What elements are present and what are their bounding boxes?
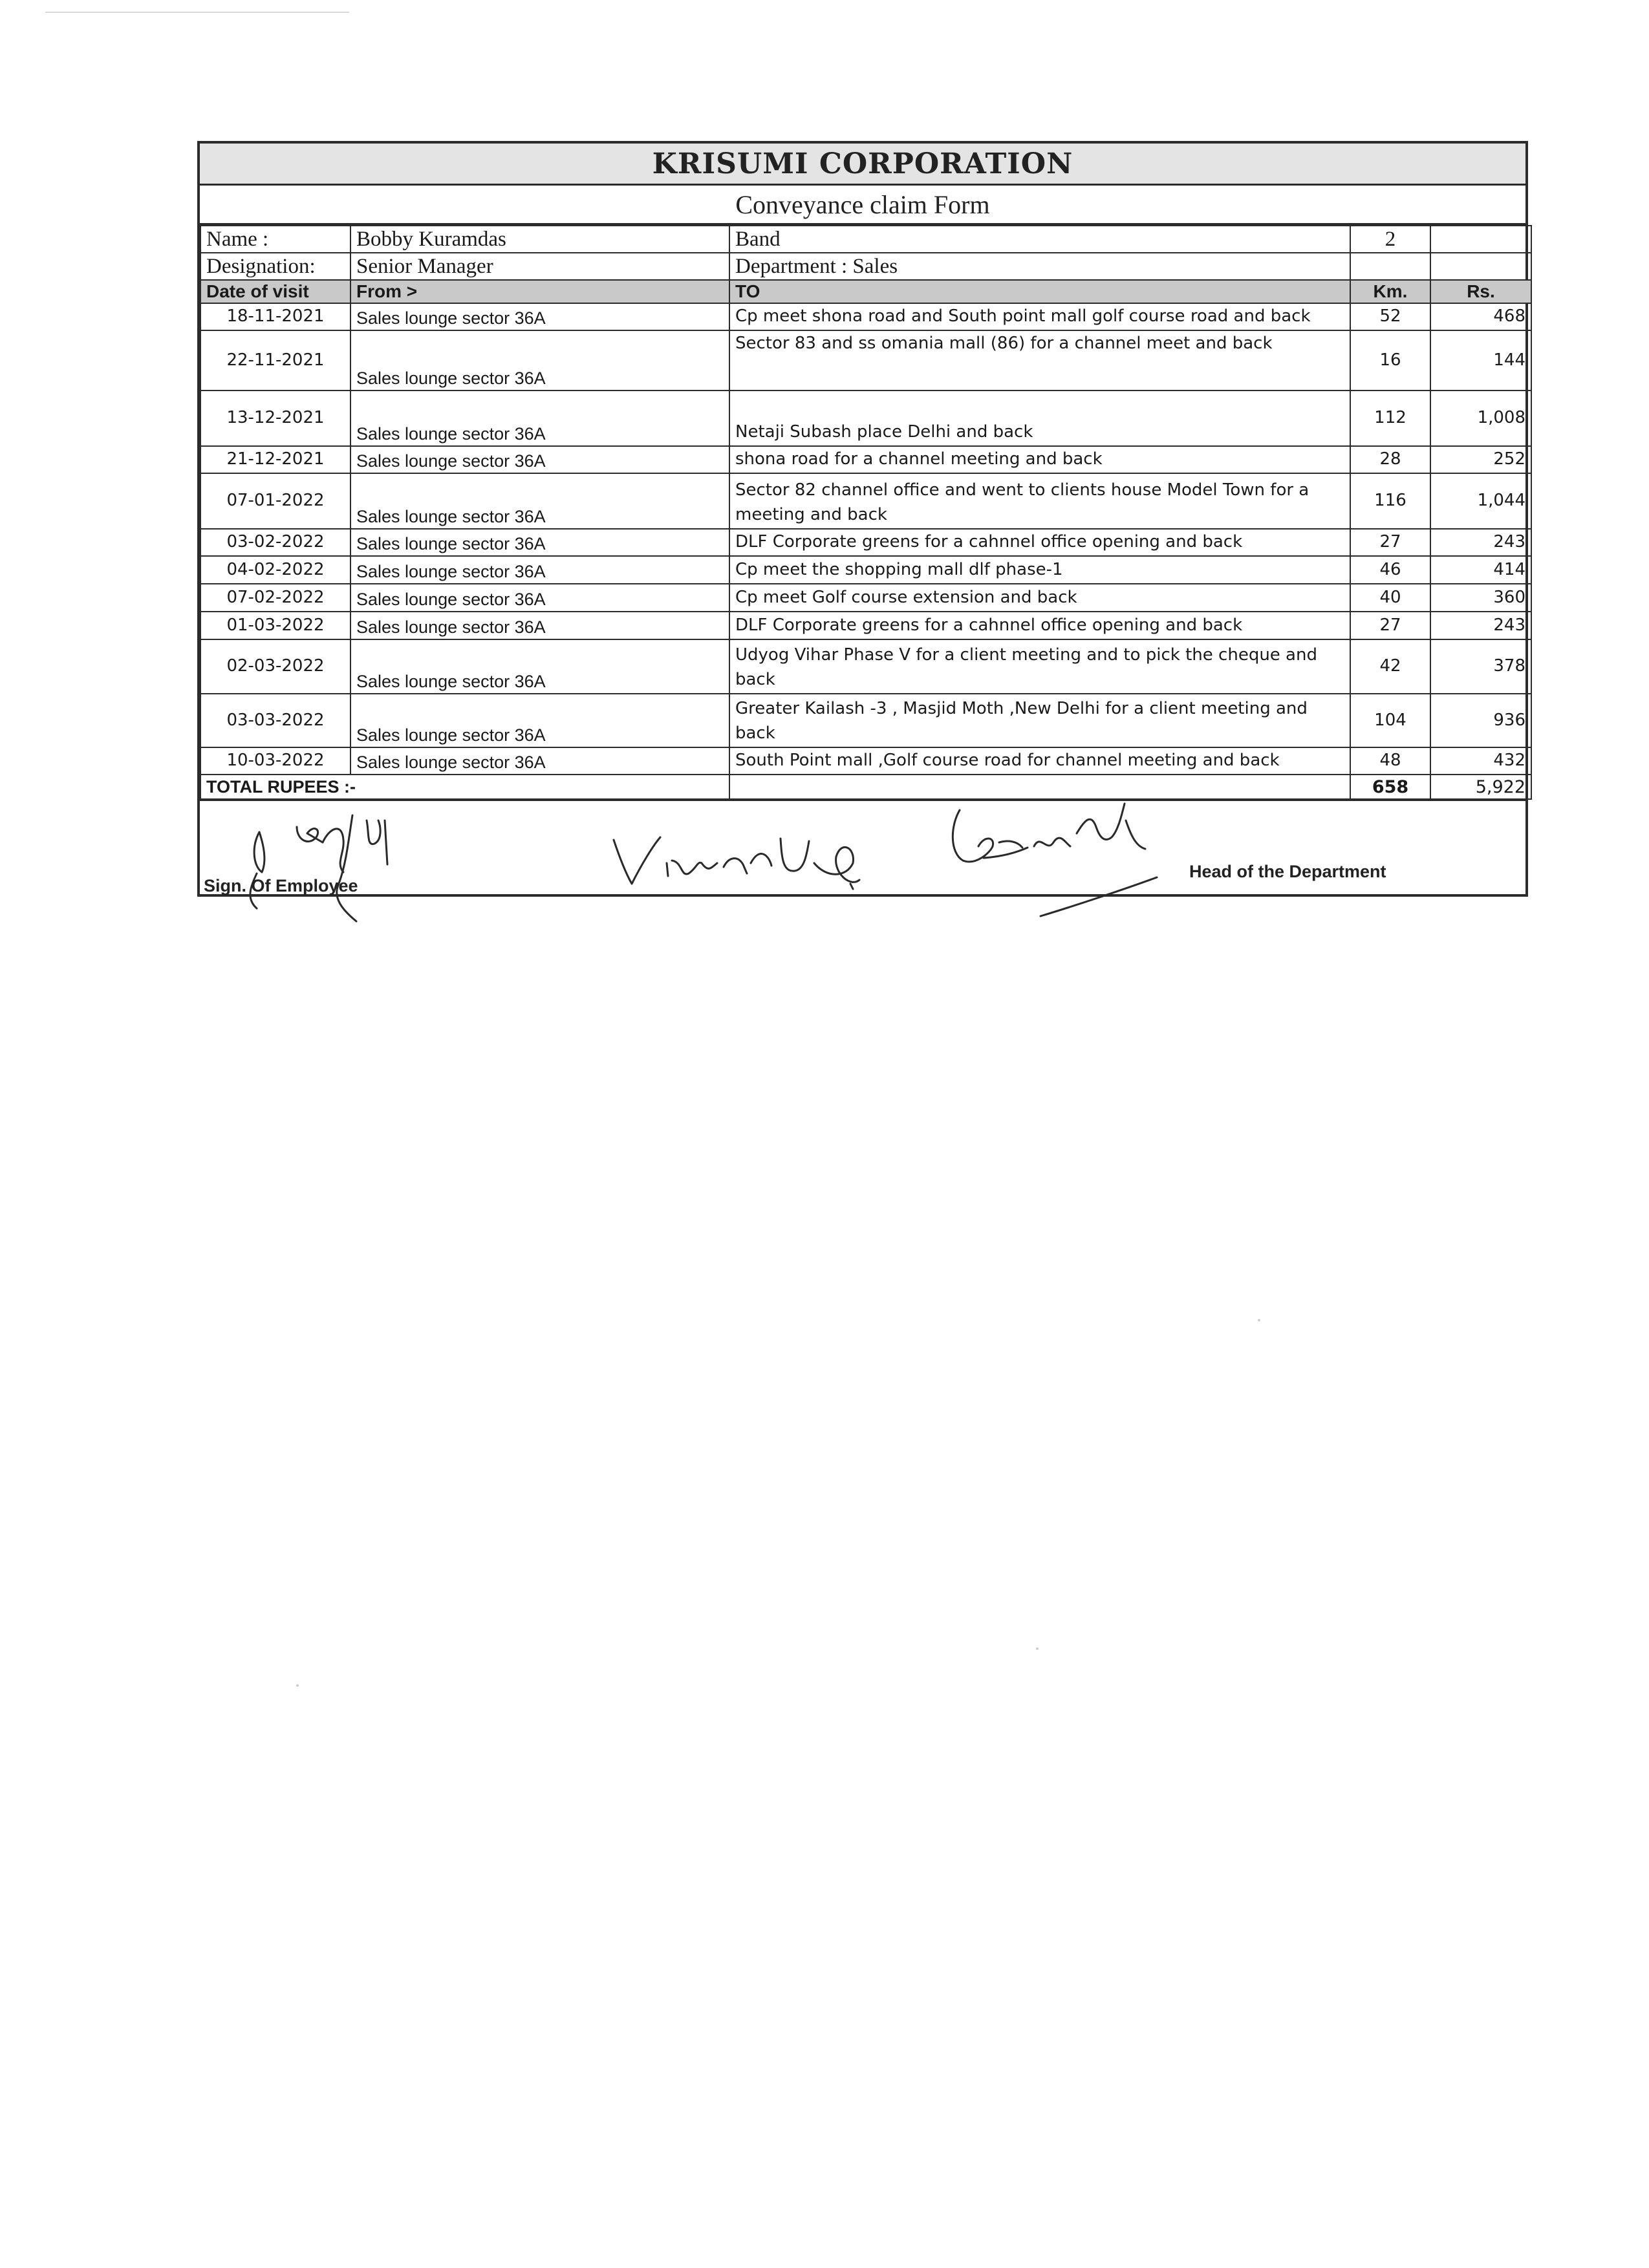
rs-cell: 252	[1430, 446, 1531, 473]
date-cell: 01-03-2022	[200, 612, 350, 639]
scan-speck	[296, 1684, 299, 1687]
date-cell: 02-03-2022	[200, 639, 350, 694]
to-cell: DLF Corporate greens for a cahnnel office opening and back	[729, 529, 1350, 556]
date-cell: 10-03-2022	[200, 747, 350, 775]
km-cell: 28	[1350, 446, 1430, 473]
from-cell: Sales lounge sector 36A	[350, 612, 729, 639]
designation-row	[200, 253, 1531, 280]
to-cell: Cp meet the shopping mall dlf phase-1	[729, 556, 1350, 584]
from-cell: Sales lounge sector 36A	[350, 390, 729, 446]
department-label: Department : Sales	[729, 253, 1350, 280]
km-cell: 42	[1350, 639, 1430, 694]
table-row	[200, 556, 1531, 584]
rs-cell: 144	[1430, 330, 1531, 390]
date-cell: 18-11-2021	[200, 303, 350, 330]
date-cell: 07-02-2022	[200, 584, 350, 612]
form-title: Conveyance claim Form	[200, 186, 1525, 225]
km-cell: 40	[1350, 584, 1430, 612]
table-row	[200, 303, 1531, 330]
km-cell: 27	[1350, 529, 1430, 556]
scan-speck	[1258, 1319, 1260, 1321]
total-km: 658	[1350, 775, 1430, 799]
date-cell: 22-11-2021	[200, 330, 350, 390]
rs-cell: 414	[1430, 556, 1531, 584]
rs-cell: 1,044	[1430, 473, 1531, 529]
rs-cell: 243	[1430, 529, 1531, 556]
km-cell: 46	[1350, 556, 1430, 584]
scan-artifact-line	[45, 12, 349, 13]
from-cell: Sales lounge sector 36A	[350, 446, 729, 473]
company-name: KRISUMI CORPORATION	[200, 144, 1525, 186]
from-cell: Sales lounge sector 36A	[350, 747, 729, 775]
from-cell: Sales lounge sector 36A	[350, 330, 729, 390]
rs-cell: 360	[1430, 584, 1531, 612]
column-header-rs: Rs.	[1430, 280, 1531, 303]
total-label: TOTAL RUPEES :-	[200, 775, 729, 799]
date-cell: 21-12-2021	[200, 446, 350, 473]
km-cell: 52	[1350, 303, 1430, 330]
scan-speck	[1036, 1647, 1039, 1650]
rs-cell: 432	[1430, 747, 1531, 775]
to-cell: shona road for a channel meeting and back	[729, 446, 1350, 473]
km-cell: 112	[1350, 390, 1430, 446]
to-cell: Netaji Subash place Delhi and back	[729, 390, 1350, 446]
claim-table	[200, 225, 1532, 800]
empty-cell	[1430, 253, 1531, 280]
table-row	[200, 639, 1531, 694]
rs-cell: 1,008	[1430, 390, 1531, 446]
to-cell: Udyog Vihar Phase V for a client meeting and to pick the cheque and back	[729, 639, 1350, 694]
table-row	[200, 747, 1531, 775]
table-row	[200, 330, 1531, 390]
table-row	[200, 390, 1531, 446]
column-header-km: Km.	[1350, 280, 1430, 303]
table-row	[200, 473, 1531, 529]
name-value: Bobby Kuramdas	[350, 226, 729, 253]
to-cell: Cp meet Golf course extension and back	[729, 584, 1350, 612]
table-row	[200, 612, 1531, 639]
column-header-date: Date of visit	[200, 280, 350, 303]
empty-cell	[729, 775, 1350, 799]
date-cell: 07-01-2022	[200, 473, 350, 529]
from-cell: Sales lounge sector 36A	[350, 303, 729, 330]
empty-cell	[1430, 226, 1531, 253]
from-cell: Sales lounge sector 36A	[350, 639, 729, 694]
total-row	[200, 775, 1531, 799]
band-value: 2	[1350, 226, 1430, 253]
signature-area	[200, 800, 1525, 894]
from-cell: Sales lounge sector 36A	[350, 584, 729, 612]
name-label: Name :	[200, 226, 350, 253]
from-cell: Sales lounge sector 36A	[350, 694, 729, 747]
hod-signature-label: Head of the Department	[1189, 862, 1386, 881]
date-cell: 03-02-2022	[200, 529, 350, 556]
column-header-to: TO	[729, 280, 1350, 303]
date-cell: 13-12-2021	[200, 390, 350, 446]
table-row	[200, 694, 1531, 747]
name-row	[200, 226, 1531, 253]
band-label: Band	[729, 226, 1350, 253]
km-cell: 27	[1350, 612, 1430, 639]
date-cell: 04-02-2022	[200, 556, 350, 584]
km-cell: 116	[1350, 473, 1430, 529]
to-cell: Cp meet shona road and South point mall golf course road and back	[729, 303, 1350, 330]
rs-cell: 243	[1430, 612, 1531, 639]
conveyance-claim-form	[197, 141, 1528, 897]
km-cell: 48	[1350, 747, 1430, 775]
total-rs: 5,922	[1430, 775, 1531, 799]
to-cell: Sector 83 and ss omania mall (86) for a channel meet and back	[729, 330, 1350, 390]
table-row	[200, 584, 1531, 612]
rs-cell: 468	[1430, 303, 1531, 330]
rs-cell: 936	[1430, 694, 1531, 747]
empty-cell	[1350, 253, 1430, 280]
from-cell: Sales lounge sector 36A	[350, 556, 729, 584]
table-row	[200, 446, 1531, 473]
to-cell: Greater Kailash -3 , Masjid Moth ,New Delhi for a client meeting and back	[729, 694, 1350, 747]
employee-signature-label: Sign. Of Employee	[204, 876, 358, 895]
table-row	[200, 529, 1531, 556]
column-header-from: From >	[350, 280, 729, 303]
from-cell: Sales lounge sector 36A	[350, 473, 729, 529]
designation-label: Designation:	[200, 253, 350, 280]
rs-cell: 378	[1430, 639, 1531, 694]
designation-value: Senior Manager	[350, 253, 729, 280]
to-cell: Sector 82 channel office and went to clients house Model Town for a meeting and back	[729, 473, 1350, 529]
km-cell: 104	[1350, 694, 1430, 747]
date-cell: 03-03-2022	[200, 694, 350, 747]
to-cell: DLF Corporate greens for a cahnnel office opening and back	[729, 612, 1350, 639]
from-cell: Sales lounge sector 36A	[350, 529, 729, 556]
to-cell: South Point mall ,Golf course road for channel meeting and back	[729, 747, 1350, 775]
km-cell: 16	[1350, 330, 1430, 390]
column-header-row	[200, 280, 1531, 303]
